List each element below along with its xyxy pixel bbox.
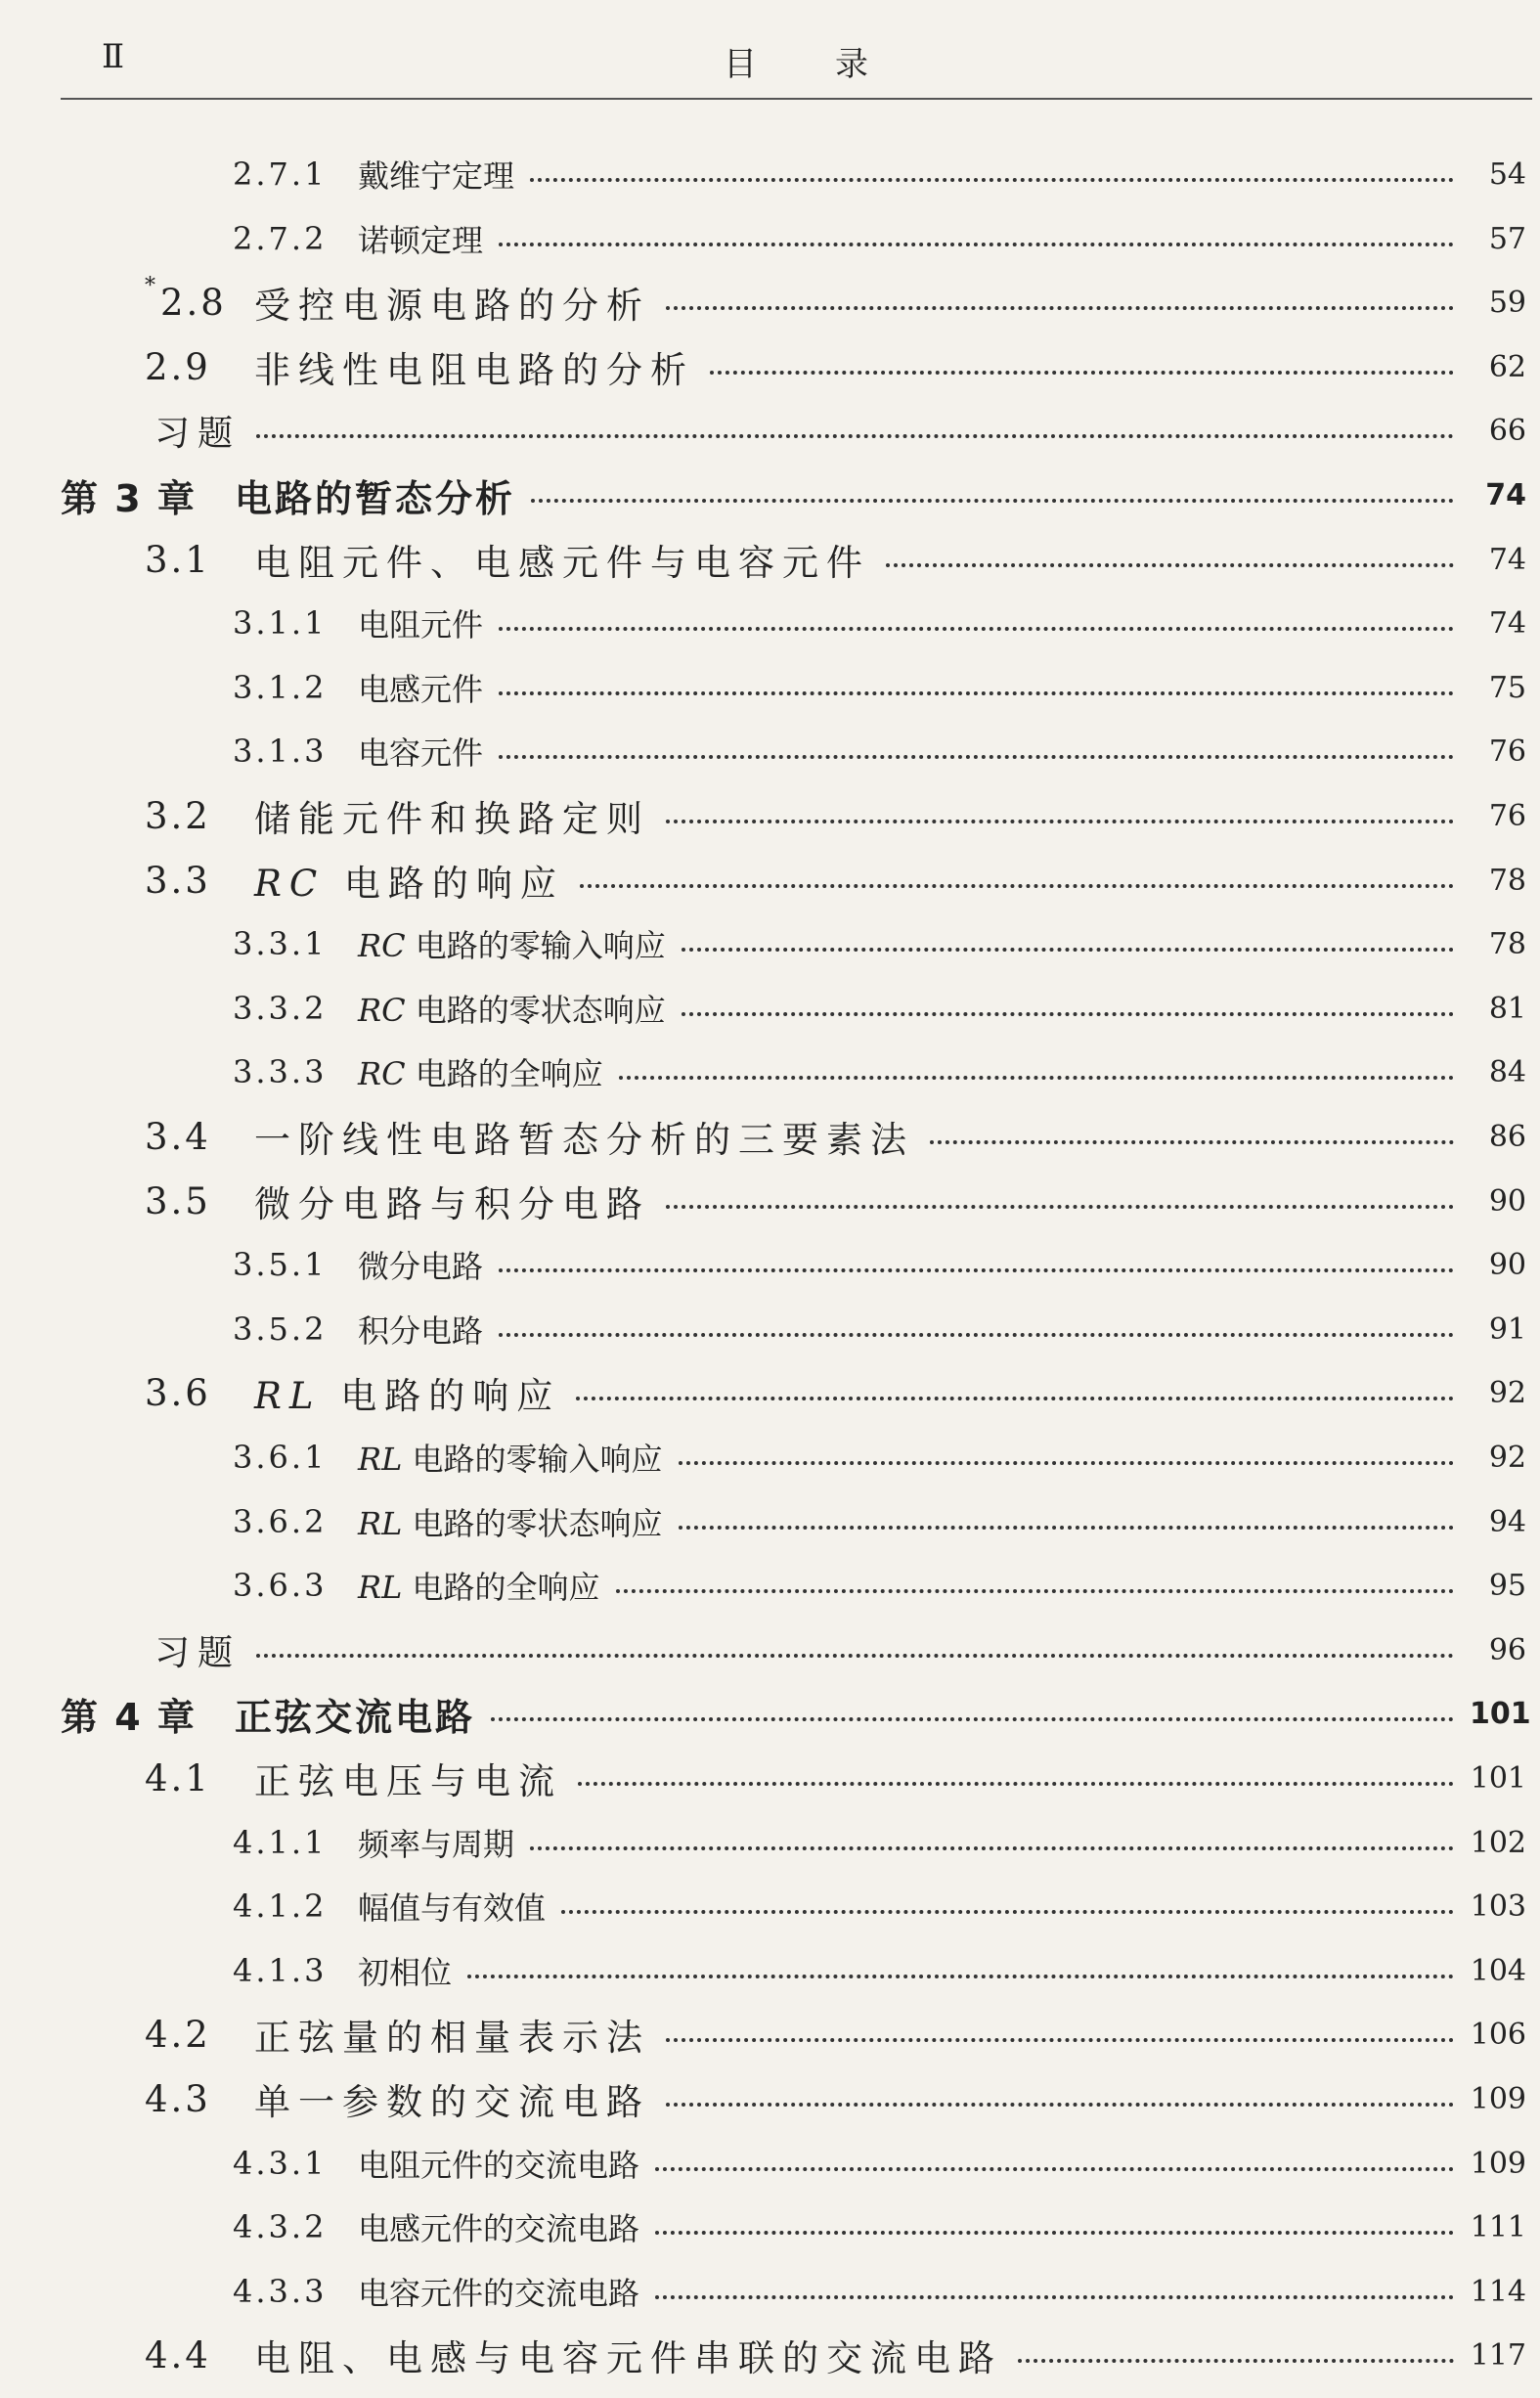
toc-entry-title (358, 665, 483, 710)
toc-entry[interactable] (0, 530, 1540, 589)
toc-title-text: 微分电路与积分电路 (254, 1183, 650, 1225)
toc-number-text: 3.5 (145, 1179, 211, 1222)
toc-number-text: 2.7.2 (233, 220, 328, 257)
toc-entry-title (254, 789, 650, 842)
toc-entry-title (358, 986, 666, 1031)
toc-page-number: 106 (1470, 2017, 1526, 2052)
toc-title-text: 戴维宁定理 (358, 157, 515, 195)
toc-number-text: 4.1.3 (233, 1952, 328, 1989)
toc-number-text: 3.3 (145, 859, 211, 902)
toc-page-number: 114 (1470, 2274, 1526, 2309)
toc-entry-title (358, 2204, 639, 2249)
toc-entry-number (233, 1246, 358, 1283)
toc-title-text: 非线性电阻电路的分析 (254, 349, 694, 391)
toc-entry[interactable] (0, 1043, 1540, 1101)
page-title: 目录 (724, 45, 946, 84)
toc-entry[interactable] (0, 1428, 1540, 1487)
toc-entry-number (233, 1887, 358, 1925)
toc-circuit-type: RC (358, 992, 406, 1029)
toc-entry-title (358, 921, 666, 966)
toc-number-text: 4.1 (145, 1756, 211, 1799)
toc-entry-title (235, 468, 515, 522)
toc-entry-number (145, 539, 254, 581)
toc-entry-title (358, 1884, 546, 1929)
toc-page-number: 81 (1488, 991, 1526, 1026)
toc-entry-number (145, 860, 254, 902)
optional-section-marker: * (145, 273, 158, 298)
toc-title-text: 习题 (154, 413, 242, 454)
toc-number-text: 3.4 (145, 1115, 211, 1158)
toc-number-text: 3.6.2 (233, 1503, 328, 1540)
toc-page-number: 62 (1488, 349, 1526, 384)
toc-entry[interactable] (0, 2262, 1540, 2321)
toc-number-text: 4.2 (145, 2013, 211, 2056)
dot-leader (616, 1589, 1454, 1593)
dot-leader (682, 948, 1454, 952)
toc-page-number: 109 (1470, 2081, 1526, 2116)
dot-leader (666, 1205, 1454, 1209)
toc-page-number: 74 (1488, 605, 1526, 641)
toc-page-number: 117 (1470, 2337, 1526, 2373)
toc-number-text: 3.6.3 (233, 1567, 328, 1604)
toc-page-number: 96 (1488, 1632, 1526, 1667)
toc-page-number: 74 (1488, 542, 1526, 577)
toc-entry[interactable] (0, 786, 1540, 845)
toc-circuit-type: RC (358, 1055, 406, 1092)
toc-entry-number (145, 1116, 254, 1158)
toc-entry[interactable] (0, 466, 1540, 524)
dot-leader (499, 1333, 1454, 1337)
dot-leader (1018, 2359, 1454, 2363)
toc-entry[interactable] (0, 1877, 1540, 1935)
toc-entry-number (145, 346, 254, 388)
toc-number-text: 4.3.3 (233, 2273, 328, 2310)
toc-entry[interactable] (0, 1492, 1540, 1551)
toc-entry-title (254, 2329, 1002, 2381)
toc-entry-number (145, 1757, 254, 1799)
toc-page-number: 66 (1488, 413, 1526, 448)
toc-entry-number (145, 2014, 254, 2056)
toc-title-text: 频率与周期 (358, 1826, 515, 1863)
toc-entry[interactable] (0, 1235, 1540, 1294)
dot-leader (499, 1268, 1454, 1272)
toc-entry-title (154, 406, 241, 456)
page-number: Ⅱ (102, 37, 127, 76)
toc-entry[interactable] (0, 1556, 1540, 1615)
toc-title-text: 幅值与有效值 (358, 1889, 547, 1927)
toc-entry-number (61, 468, 235, 522)
toc-number-text: 2.9 (145, 345, 211, 388)
toc-entry[interactable] (0, 273, 1540, 332)
toc-entry[interactable] (0, 209, 1540, 268)
toc-circuit-type: RL (358, 1441, 403, 1478)
toc-entry-number (145, 273, 254, 324)
toc-number-text: 第 3 章 (61, 476, 197, 520)
dot-leader (467, 1975, 1454, 1978)
toc-entry-number (233, 733, 358, 770)
toc-page-number: 84 (1488, 1054, 1526, 1089)
dot-leader (580, 884, 1454, 888)
toc-entry-title (254, 2008, 650, 2061)
toc-entry-title (254, 340, 694, 393)
toc-entry[interactable] (0, 2069, 1540, 2128)
toc-entry-number (145, 1180, 254, 1222)
toc-entry-title (358, 2141, 639, 2186)
toc-page-number: 75 (1488, 670, 1526, 705)
toc-circuit-type: RL (254, 1375, 322, 1417)
toc-circuit-type: RL (358, 1569, 403, 1606)
header-divider (61, 98, 1532, 100)
toc-title-text: 电容元件 (358, 734, 484, 772)
toc-number-text: 3.3.2 (233, 990, 328, 1027)
toc-page-number: 91 (1488, 1311, 1526, 1347)
toc-entry[interactable] (0, 1107, 1540, 1166)
toc-entry-title (254, 1110, 914, 1163)
dot-leader (499, 691, 1454, 695)
toc-entry[interactable] (0, 2326, 1540, 2384)
toc-entry-number (233, 2273, 358, 2310)
toc-entry-number (233, 155, 358, 193)
toc-page-number: 74 (1485, 477, 1526, 512)
toc-title-text: 电路的暂态分析 (235, 476, 516, 520)
toc-entry[interactable] (0, 1300, 1540, 1358)
toc-number-text: 3.5.2 (233, 1310, 328, 1348)
dot-leader (530, 1846, 1454, 1850)
toc-entry-number (233, 604, 358, 642)
toc-entry-title (358, 1499, 663, 1544)
toc-page-number: 76 (1488, 733, 1526, 769)
toc-entry-title (254, 1752, 562, 1804)
toc-entry[interactable] (0, 1621, 1540, 1679)
toc-entry-number (233, 1567, 358, 1604)
toc-page-number: 76 (1488, 798, 1526, 833)
dot-leader (886, 563, 1454, 567)
toc-entry-number (233, 1824, 358, 1861)
toc-page-number: 54 (1488, 156, 1526, 192)
toc-number-text: 4.3.1 (233, 2145, 328, 2182)
toc-number-text: 2.7.1 (233, 155, 328, 193)
toc-number-text: 3.1 (145, 538, 211, 581)
toc-entry-number (233, 1952, 358, 1989)
toc-entry-number (233, 1053, 358, 1090)
toc-entry-title (358, 600, 483, 645)
toc-entry[interactable] (0, 2198, 1540, 2256)
toc-title-text: 电感元件的交流电路 (358, 2210, 640, 2247)
dot-leader (666, 2103, 1454, 2107)
toc-entry-number (233, 1310, 358, 1348)
toc-number-text: 3.1.2 (233, 669, 328, 706)
toc-number-text: 3.6.1 (233, 1439, 328, 1476)
toc-entry[interactable] (0, 1363, 1540, 1422)
toc-page-number: 57 (1488, 221, 1526, 256)
toc-number-text: 3.3.1 (233, 925, 328, 962)
toc-title-text: 诺顿定理 (358, 222, 484, 259)
toc-entry[interactable] (0, 594, 1540, 652)
dot-leader (561, 1910, 1454, 1914)
toc-number-text: 2.8 (160, 281, 227, 324)
toc-entry-title (235, 1687, 475, 1741)
toc-title-text: 电感元件 (358, 671, 484, 708)
toc-title-text: 电阻元件、电感元件与电容元件 (254, 542, 870, 584)
toc-page-number: 104 (1470, 1953, 1526, 1988)
toc-page-number: 109 (1470, 2146, 1526, 2181)
toc-title-text: 电路的零状态响应 (405, 992, 666, 1029)
toc-entry-number (61, 1687, 235, 1741)
toc-entry[interactable] (0, 1172, 1540, 1230)
toc-number-text: 4.3 (145, 2077, 211, 2120)
toc-title-text: 正弦交流电路 (235, 1695, 476, 1739)
toc-entry-title (358, 1049, 603, 1094)
toc-entry[interactable] (0, 658, 1540, 717)
dot-leader (682, 1012, 1454, 1016)
toc-title-text: 电容元件的交流电路 (358, 2275, 640, 2312)
toc-entry-title (358, 1820, 514, 1865)
toc-page-number: 90 (1488, 1183, 1526, 1219)
dot-leader (679, 1526, 1454, 1530)
toc-title-text: 电阻元件 (358, 606, 484, 644)
dot-leader (930, 1140, 1454, 1144)
toc-entry[interactable] (0, 979, 1540, 1038)
toc-title-text: 微分电路 (358, 1248, 484, 1285)
toc-number-text: 4.3.2 (233, 2208, 328, 2245)
toc-page-number: 103 (1470, 1888, 1526, 1924)
toc-number-text: 4.1.1 (233, 1824, 328, 1861)
dot-leader (256, 434, 1454, 438)
toc-entry-number (145, 795, 254, 837)
toc-entry-title (254, 854, 564, 907)
dot-leader (531, 499, 1454, 503)
toc-entry-title (358, 1948, 452, 1993)
toc-page-number: 86 (1488, 1119, 1526, 1154)
toc-page-number: 102 (1470, 1825, 1526, 1860)
toc-entry-number (233, 220, 358, 257)
toc-title-text: 正弦量的相量表示法 (254, 2017, 650, 2059)
toc-page-number: 78 (1488, 863, 1526, 898)
toc-entry-title (154, 1625, 241, 1675)
toc-entry-title (254, 533, 870, 586)
toc-entry-title (358, 2269, 639, 2314)
toc-entry-title (254, 276, 650, 329)
toc-entry[interactable] (0, 914, 1540, 973)
dot-leader (256, 1654, 1454, 1658)
dot-leader (710, 371, 1454, 375)
toc-title-text: 习题 (154, 1632, 242, 1673)
toc-title-text: 电阻元件的交流电路 (358, 2147, 640, 2184)
toc-circuit-type: RC (254, 863, 326, 905)
toc-number-text: 3.2 (145, 794, 211, 837)
dot-leader (655, 2167, 1454, 2171)
toc-page-number: 78 (1488, 926, 1526, 961)
toc-number-text: 3.1.1 (233, 604, 328, 642)
toc-entry-number (145, 1372, 254, 1414)
toc-entry-title (254, 1175, 650, 1227)
toc-page-number: 101 (1470, 1760, 1526, 1796)
toc-entry-number (233, 2208, 358, 2245)
toc-title-text: 电路的零输入响应 (405, 927, 666, 964)
dot-leader (666, 820, 1454, 823)
toc-entry-number (145, 2334, 254, 2376)
toc-title-text: 电路的零状态响应 (402, 1505, 663, 1542)
toc-entry[interactable] (0, 145, 1540, 203)
toc-title-text: 电阻、电感与电容元件串联的交流电路 (254, 2337, 1002, 2379)
toc-entry[interactable] (0, 851, 1540, 910)
toc-title-text: 正弦电压与电流 (254, 1760, 562, 1802)
toc-page-number: 59 (1488, 285, 1526, 320)
toc-title-text: 受控电源电路的分析 (254, 285, 650, 327)
toc-entry[interactable] (0, 337, 1540, 396)
toc-page-number: 101 (1470, 1696, 1531, 1731)
toc-number-text: 第 4 章 (61, 1695, 197, 1739)
toc-page-number: 92 (1488, 1440, 1526, 1475)
dot-leader (666, 306, 1454, 310)
toc-entry[interactable] (0, 1813, 1540, 1872)
toc-entry[interactable] (0, 2005, 1540, 2064)
toc-title-text: 电路的响应 (325, 863, 564, 905)
toc-number-text: 3.1.3 (233, 733, 328, 770)
toc-title-text: 电路的全响应 (405, 1055, 603, 1092)
toc-page-number: 111 (1470, 2209, 1526, 2244)
dot-leader (499, 627, 1454, 631)
dot-leader (499, 755, 1454, 759)
toc-title-text: 初相位 (358, 1954, 453, 1991)
toc-circuit-type: RL (358, 1505, 403, 1542)
toc-page-number: 92 (1488, 1375, 1526, 1410)
toc-number-text: 3.3.3 (233, 1053, 328, 1090)
dot-leader (499, 243, 1454, 246)
toc-title-text: 储能元件和换路定则 (254, 798, 650, 840)
toc-entry-number (233, 669, 358, 706)
dot-leader (679, 1461, 1454, 1465)
toc-entry-title (358, 216, 483, 261)
dot-leader (530, 178, 1454, 182)
dot-leader (491, 1717, 1454, 1721)
dot-leader (619, 1076, 1454, 1080)
toc-entry-title (358, 1435, 663, 1480)
toc-title-text: 电路的响应 (321, 1375, 561, 1417)
toc-entry-number (145, 2078, 254, 2120)
toc-entry-number (233, 1439, 358, 1476)
toc-page-number: 95 (1488, 1568, 1526, 1603)
toc-entry-number (233, 990, 358, 1027)
toc-entry[interactable] (0, 1749, 1540, 1807)
toc-entry[interactable] (0, 1941, 1540, 2000)
dot-leader (655, 2295, 1454, 2299)
toc-title-text: 电路的全响应 (402, 1569, 600, 1606)
toc-entry-number (233, 1503, 358, 1540)
toc-entry-number (233, 2145, 358, 2182)
toc-entry-title (358, 152, 514, 197)
toc-entry-title (254, 2072, 650, 2125)
toc-number-text: 4.1.2 (233, 1887, 328, 1925)
toc-number-text: 4.4 (145, 2333, 211, 2376)
toc-title-text: 积分电路 (358, 1312, 484, 1350)
dot-leader (578, 1782, 1454, 1786)
toc-circuit-type: RC (358, 927, 406, 964)
toc-number-text: 3.5.1 (233, 1246, 328, 1283)
toc-title-text: 一阶线性电路暂态分析的三要素法 (254, 1119, 914, 1161)
dot-leader (576, 1397, 1454, 1400)
toc-page-number: 94 (1488, 1504, 1526, 1539)
toc-entry-title (254, 1366, 560, 1419)
dot-leader (655, 2231, 1454, 2235)
toc-page-number: 90 (1488, 1247, 1526, 1282)
dot-leader (666, 2038, 1454, 2042)
toc-title-text: 电路的零输入响应 (402, 1441, 663, 1478)
toc-entry[interactable] (0, 722, 1540, 780)
toc-title-text: 单一参数的交流电路 (254, 2081, 650, 2123)
toc-entry-title (358, 1563, 600, 1608)
toc-entry[interactable] (0, 2134, 1540, 2193)
toc-number-text: 3.6 (145, 1371, 211, 1414)
toc-entry[interactable] (0, 401, 1540, 460)
toc-entry-title (358, 1307, 483, 1352)
toc-entry[interactable] (0, 1684, 1540, 1743)
toc-entry-title (358, 1242, 483, 1287)
toc-entry-title (358, 729, 483, 774)
toc-entry-number (233, 925, 358, 962)
